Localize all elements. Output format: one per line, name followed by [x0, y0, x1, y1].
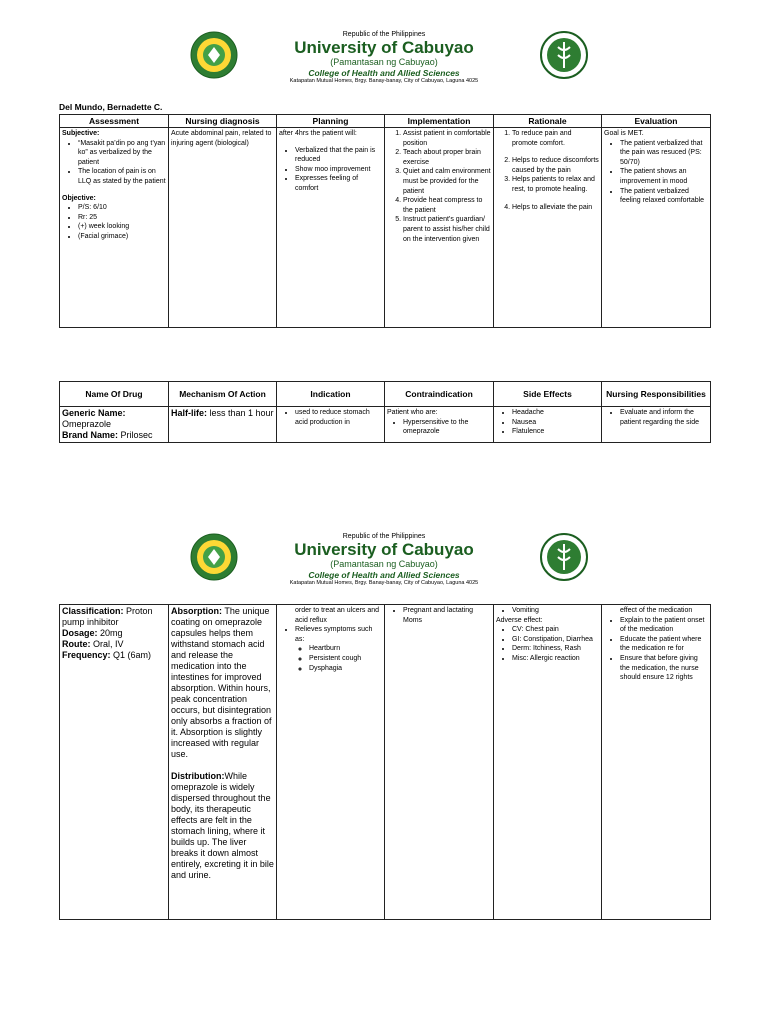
- adverse-item: • GI: Constipation, Diarrhea: [512, 635, 599, 645]
- contraindication-item: • Hypersensitive to the omeprazole: [403, 418, 491, 437]
- side-effect-item: • Vomiting: [512, 606, 599, 616]
- nursing-item: • Educate the patient where the medication re for: [620, 635, 708, 654]
- implementation-item: 5. Instruct patient’s guardian/ parent to assist his/her child on the intervention given: [403, 215, 491, 244]
- university-name: University of Cabuyao: [294, 540, 474, 559]
- planning-cell: [277, 128, 385, 328]
- frequency-value: Q1 (6am): [113, 650, 152, 660]
- nursing-care-plan-table: [59, 114, 711, 328]
- drug-name-cell-cont: [60, 605, 169, 920]
- subjective-label: Subjective:: [62, 130, 100, 137]
- header-side-effects: Side Effects: [494, 382, 602, 407]
- indication-item: • used to reduce stomach acid production in: [295, 408, 382, 427]
- university-name: University of Cabuyao: [294, 38, 474, 57]
- contraindication-cell-cont: [385, 605, 494, 920]
- planning-intro: after 4hrs the patient will:: [279, 130, 357, 137]
- distribution-text: While omeprazole is widely dispersed throughout the body, its therapeutic effects are felt in the stomach lining, where it builds up. The liver breaks it down almost entirely, excreting it in bile and urine.: [171, 771, 274, 880]
- nursing-item: • Evaluate and inform the patient regarding the side: [620, 408, 708, 427]
- header-assessment: Assessment: [60, 115, 169, 128]
- frequency-label: Frequency:: [62, 650, 111, 660]
- classification-label: Classification:: [62, 606, 124, 616]
- brand-name-label: Brand Name:: [62, 430, 119, 440]
- rationale-item: 3. Helps patients to relax and rest, to promote healing.: [512, 175, 599, 194]
- diagnosis-cell: [169, 128, 277, 328]
- header-indication: Indication: [277, 382, 385, 407]
- indication-cell: [277, 407, 385, 443]
- pamantasan-line: (Pamantasan ng Cabuyao): [330, 559, 438, 569]
- nursing-continued: effect of the medication: [620, 607, 693, 614]
- drug-study-table: [59, 381, 711, 443]
- header-rationale: Rationale: [494, 115, 602, 128]
- header-nursing-diagnosis: Nursing diagnosis: [169, 115, 277, 128]
- objective-item: • P/S: 6/10: [78, 203, 166, 213]
- symptom-item: ◦ Dysphagia: [309, 664, 382, 674]
- letterhead-top: [0, 31, 768, 101]
- assessment-cell: [60, 128, 169, 328]
- implementation-cell: [385, 128, 494, 328]
- absorption-label: Absorption:: [171, 606, 222, 616]
- contraindication-item: • Pregnant and lactating Moms: [403, 606, 491, 625]
- evaluation-item: • The patient verbalized feeling relaxed comfortable: [620, 187, 708, 206]
- dosage-value: 20mg: [100, 628, 123, 638]
- drug-name-cell: [60, 407, 169, 443]
- adverse-item: • Derm: Itchiness, Rash: [512, 644, 599, 654]
- rationale-item: 4. Helps to alleviate the pain: [512, 203, 599, 213]
- republic-line: Republic of the Philippines: [342, 31, 426, 38]
- pamantasan-line: (Pamantasan ng Cabuyao): [330, 57, 438, 67]
- generic-name-value: Omeprazole: [62, 419, 112, 429]
- college-name: College of Health and Allied Sciences: [308, 570, 460, 580]
- symptom-item: ◦ Persistent cough: [309, 654, 382, 664]
- contraindication-intro: Patient who are:: [387, 409, 438, 416]
- college-seal-icon: [540, 31, 588, 79]
- absorption-text: The unique coating on omeprazole capsules helps them withstand stomach acid and release the medication into the intestines for improved absorption. Within hours, peak concentration occurs, but disintegration only absorbs a fraction of it. Absorption is slightly increased with regular use.: [171, 606, 272, 759]
- indication-cell-cont: [277, 605, 385, 920]
- side-effect-item: • Flatulence: [512, 427, 599, 437]
- nursing-item: • Explain to the patient onset of the medication: [620, 616, 708, 635]
- rationale-cell: [494, 128, 602, 328]
- side-effects-cell-cont: [494, 605, 602, 920]
- evaluation-item: • The patient shows an improvement in mood: [620, 167, 708, 186]
- objective-label: Objective:: [62, 194, 96, 202]
- indication-item: [295, 625, 382, 673]
- header-name-of-drug: Name Of Drug: [60, 382, 169, 407]
- header-mechanism: Mechanism Of Action: [169, 382, 277, 407]
- header-evaluation: Evaluation: [602, 115, 711, 128]
- evaluation-cell: [602, 128, 711, 328]
- drug-study-table-continued: [59, 604, 711, 920]
- halflife-value: less than 1 hour: [209, 408, 274, 418]
- header-implementation: Implementation: [385, 115, 494, 128]
- diagnosis-text: Acute abdominal pain, related to injuring agent (biological): [171, 130, 272, 147]
- halflife-label: Half-life:: [171, 408, 207, 418]
- brand-name-value: Prilosec: [120, 430, 153, 440]
- planning-item: • Expresses feeling of comfort: [295, 174, 382, 193]
- objective-item: • (+) week looking: [78, 222, 166, 232]
- header-nursing-responsibilities: Nursing Responsibilities: [602, 382, 711, 407]
- side-effect-item: • Nausea: [512, 418, 599, 428]
- subjective-item: • The location of pain is on LLQ as stated by the patient: [78, 167, 166, 186]
- planning-item: • Show moo improvement: [295, 165, 382, 175]
- dosage-label: Dosage:: [62, 628, 98, 638]
- adverse-item: • Misc: Allergic reaction: [512, 654, 599, 664]
- contraindication-cell: [385, 407, 494, 443]
- college-seal-icon: [540, 533, 588, 581]
- classification-value: Proton pump inhibitor: [62, 606, 153, 627]
- evaluation-item: • The patient verbalized that the pain was resuced (PS: 50/70): [620, 139, 708, 168]
- rationale-item: 1. To reduce pain and promote comfort.: [512, 129, 599, 148]
- indication-continued: order to treat an ulcers and acid reflux: [295, 607, 380, 624]
- symptom-item: ◦ Heartburn: [309, 644, 382, 654]
- adverse-label: Adverse effect:: [496, 616, 543, 624]
- objective-item: • (Facial grimace): [78, 232, 166, 242]
- implementation-item: 1. Assist patient in comfortable position: [403, 129, 491, 148]
- address-line: Katapatan Mutual Homes, Brgy. Banay-banay, City of Cabuyao, Laguna 4025: [289, 580, 479, 586]
- implementation-item: 4. Provide heat compress to the patient: [403, 196, 491, 215]
- patient-name: Del Mundo, Bernadette C.: [59, 102, 163, 112]
- header-planning: Planning: [277, 115, 385, 128]
- mechanism-cell-cont: [169, 605, 277, 920]
- republic-line: Republic of the Philippines: [342, 533, 426, 540]
- generic-name-label: Generic Name:: [62, 408, 126, 418]
- nursing-responsibilities-cell: [602, 407, 711, 443]
- college-name: College of Health and Allied Sciences: [308, 68, 460, 78]
- address-line: Katapatan Mutual Homes, Brgy. Banay-banay, City of Cabuyao, Laguna 4025: [289, 78, 479, 84]
- route-label: Route:: [62, 639, 91, 649]
- implementation-item: 3. Quiet and calm environment must be provided for the patient: [403, 167, 491, 196]
- objective-item: • Rr: 25: [78, 213, 166, 223]
- route-value: Oral, IV: [93, 639, 124, 649]
- rationale-item: 2. Helps to reduce discomforts caused by the pain: [512, 156, 599, 175]
- distribution-label: Distribution:: [171, 771, 225, 781]
- relieves-label: Relieves symptoms such as:: [295, 626, 373, 643]
- side-effect-item: • Headache: [512, 408, 599, 418]
- planning-item: • Verbalized that the pain is reduced: [295, 146, 382, 165]
- evaluation-intro: Goal is MET.: [604, 130, 644, 137]
- letterhead-second-page: [0, 533, 768, 603]
- side-effects-cell: [494, 407, 602, 443]
- implementation-item: 2. Teach about proper brain exercise: [403, 148, 491, 167]
- mechanism-cell: [169, 407, 277, 443]
- header-contraindication: Contraindication: [385, 382, 494, 407]
- adverse-item: • CV: Chest pain: [512, 625, 599, 635]
- nursing-item: • Ensure that before giving the medication, the nurse should ensure 12 rights: [620, 654, 708, 683]
- nursing-responsibilities-cell-cont: [602, 605, 711, 920]
- subjective-item: • “Masakit pa’din po ang t’yan ko” as verbalized by the patient: [78, 139, 166, 168]
